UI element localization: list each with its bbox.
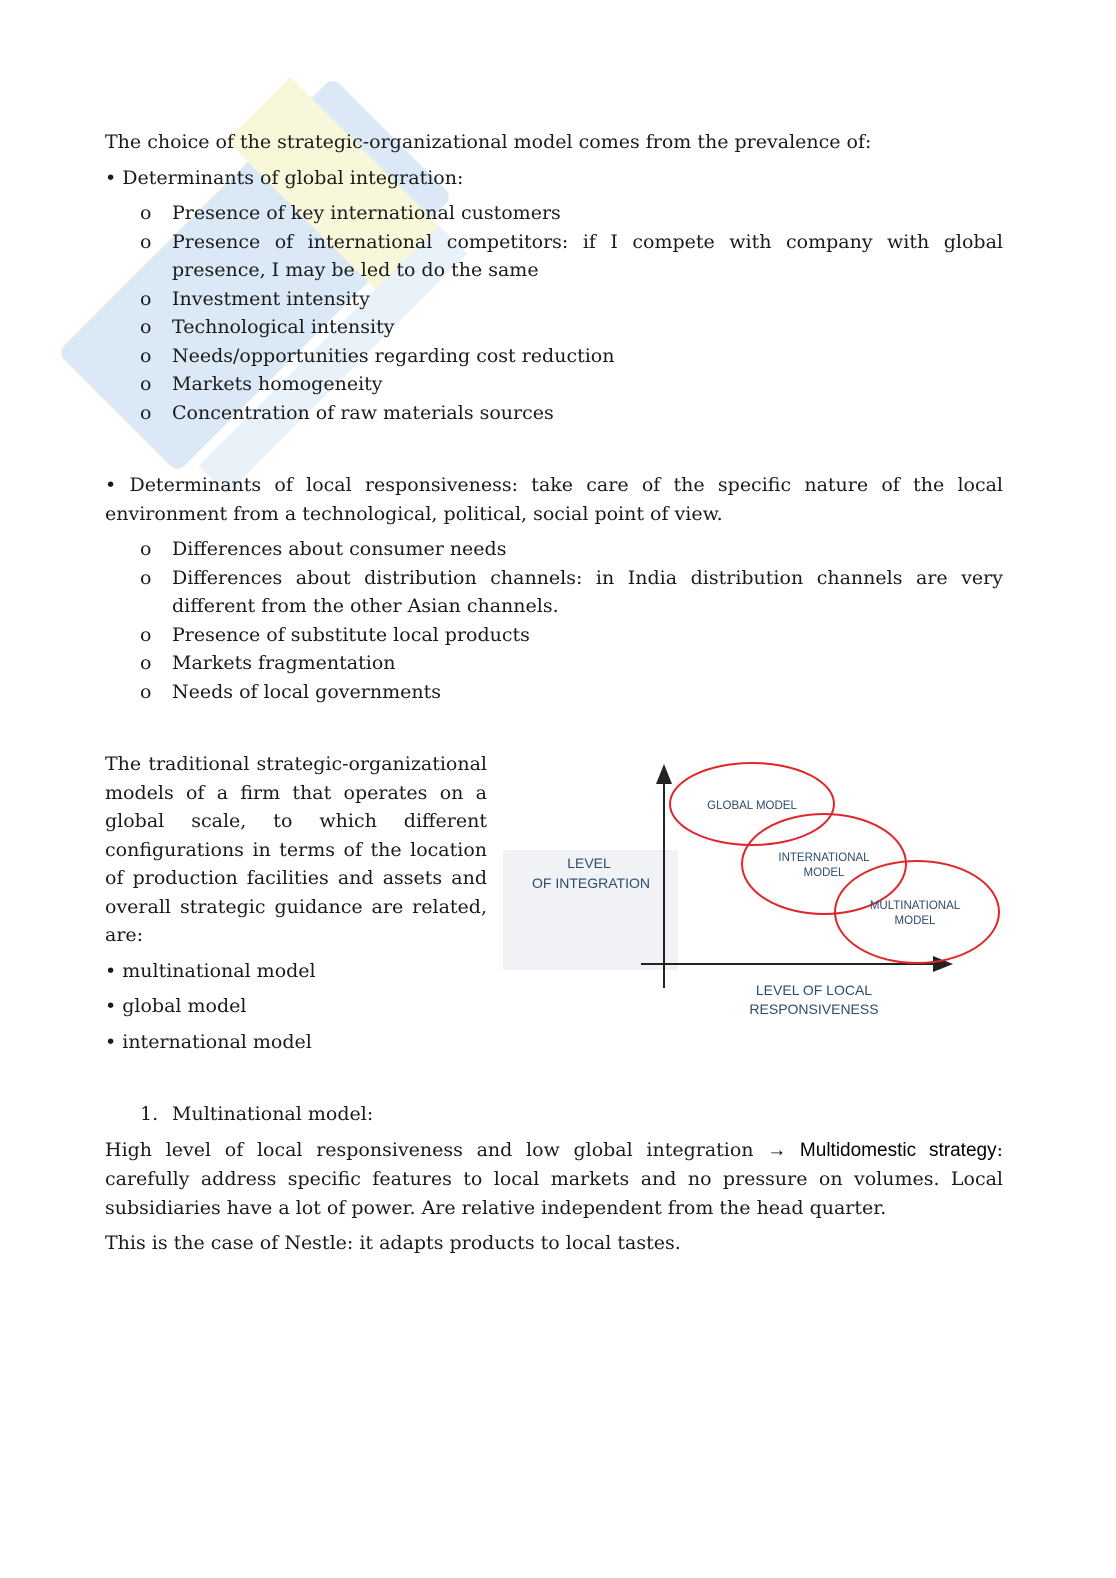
bullet-international: • international model <box>105 1030 312 1053</box>
bullet-o: o <box>140 202 152 224</box>
international-model-circle <box>742 814 906 914</box>
local-responsiveness-list <box>105 535 1003 706</box>
list-item: o Concentration of raw materials sources <box>172 399 1003 428</box>
bullet-multinational: • multinational model <box>105 959 316 982</box>
list-item: o Needs/opportunities regarding cost reduction <box>172 342 1003 371</box>
multinational-model-label-line1: MULTINATIONAL <box>869 900 961 912</box>
list-item: o Presence of international competitors: if I compete with company with global presence, I may be led to do the same <box>172 228 1003 285</box>
list-item: o Markets fragmentation <box>172 649 1003 678</box>
global-model-label: GLOBAL MODEL <box>707 800 797 812</box>
document-page <box>105 128 1003 1258</box>
global-integration-heading: • Determinants of global integration: <box>105 166 464 189</box>
multinational-paragraph: High level of local responsiveness and low global integration → Multidomestic strategy: carefully address specific features to local markets and no pressure on volumes. Local subsidiaries have a lot of power. Are relative independent from the head quarter. <box>105 1138 1003 1219</box>
bullet-o: o <box>140 287 152 310</box>
list-item: o Presence of substitute local products <box>172 621 1003 650</box>
section-number: 1. <box>140 1103 159 1125</box>
models-paragraph: The traditional strategic-organizational models of a firm that operates on a global scale, to which different configurations in terms of the location of production facilities and assets and overall strategic guidance are related, are: <box>105 753 487 946</box>
bullet-o: o <box>140 316 152 338</box>
list-item: o Differences about distribution channels: in India distribution channels are very different from the other Asian channels. <box>172 564 1003 621</box>
multinational-heading <box>105 1100 1003 1129</box>
list-item: o Presence of key international customers <box>172 199 1003 228</box>
bullet-o: o <box>140 566 152 589</box>
local-responsiveness-heading: • Determinants of local responsiveness: take care of the specific nature of the local environment from a technological, political, social point of view. <box>105 474 1003 525</box>
section-title: Multinational model: <box>172 1103 374 1125</box>
global-integration-list <box>105 199 1003 427</box>
intro-paragraph: The choice of the strategic-organizational model comes from the prevalence of: <box>105 131 872 153</box>
list-item: o Investment intensity <box>172 285 1003 314</box>
bullet-o: o <box>140 344 152 367</box>
bullet-o: o <box>140 652 152 674</box>
nestle-example: This is the case of Nestle: it adapts products to local tastes. <box>105 1232 681 1254</box>
x-axis-label-line1: LEVEL OF LOCAL <box>755 982 873 998</box>
x-axis-label-line2: RESPONSIVENESS <box>749 1001 879 1017</box>
international-model-label-line1: INTERNATIONAL <box>778 852 870 864</box>
multidomestic-strategy-term: Multidomestic strategy <box>799 1139 997 1161</box>
models-diagram-svg <box>503 750 1003 1040</box>
models-figure-row <box>105 750 1003 1056</box>
bullet-o: o <box>140 538 152 560</box>
models-text-column <box>105 750 487 1056</box>
y-axis-label-line1: LEVEL <box>567 855 611 871</box>
y-axis-label-line2: OF INTEGRATION <box>532 875 650 891</box>
list-item: o Needs of local governments <box>172 678 1003 707</box>
bullet-o: o <box>140 401 152 424</box>
models-diagram <box>503 750 1003 1040</box>
bullet-o: o <box>140 230 152 253</box>
international-model-label-line2: MODEL <box>803 867 845 879</box>
bullet-o: o <box>140 680 152 703</box>
list-item: o Technological intensity <box>172 313 1003 342</box>
bullet-o: o <box>140 623 152 646</box>
multinational-model-circle <box>835 861 999 963</box>
bullet-o: o <box>140 373 152 395</box>
bullet-global: • global model <box>105 995 247 1017</box>
list-item: o Differences about consumer needs <box>172 535 1003 564</box>
arrow-symbol: → <box>767 1139 787 1161</box>
multinational-model-label-line2: MODEL <box>894 915 936 927</box>
list-item: o Markets homogeneity <box>172 370 1003 399</box>
